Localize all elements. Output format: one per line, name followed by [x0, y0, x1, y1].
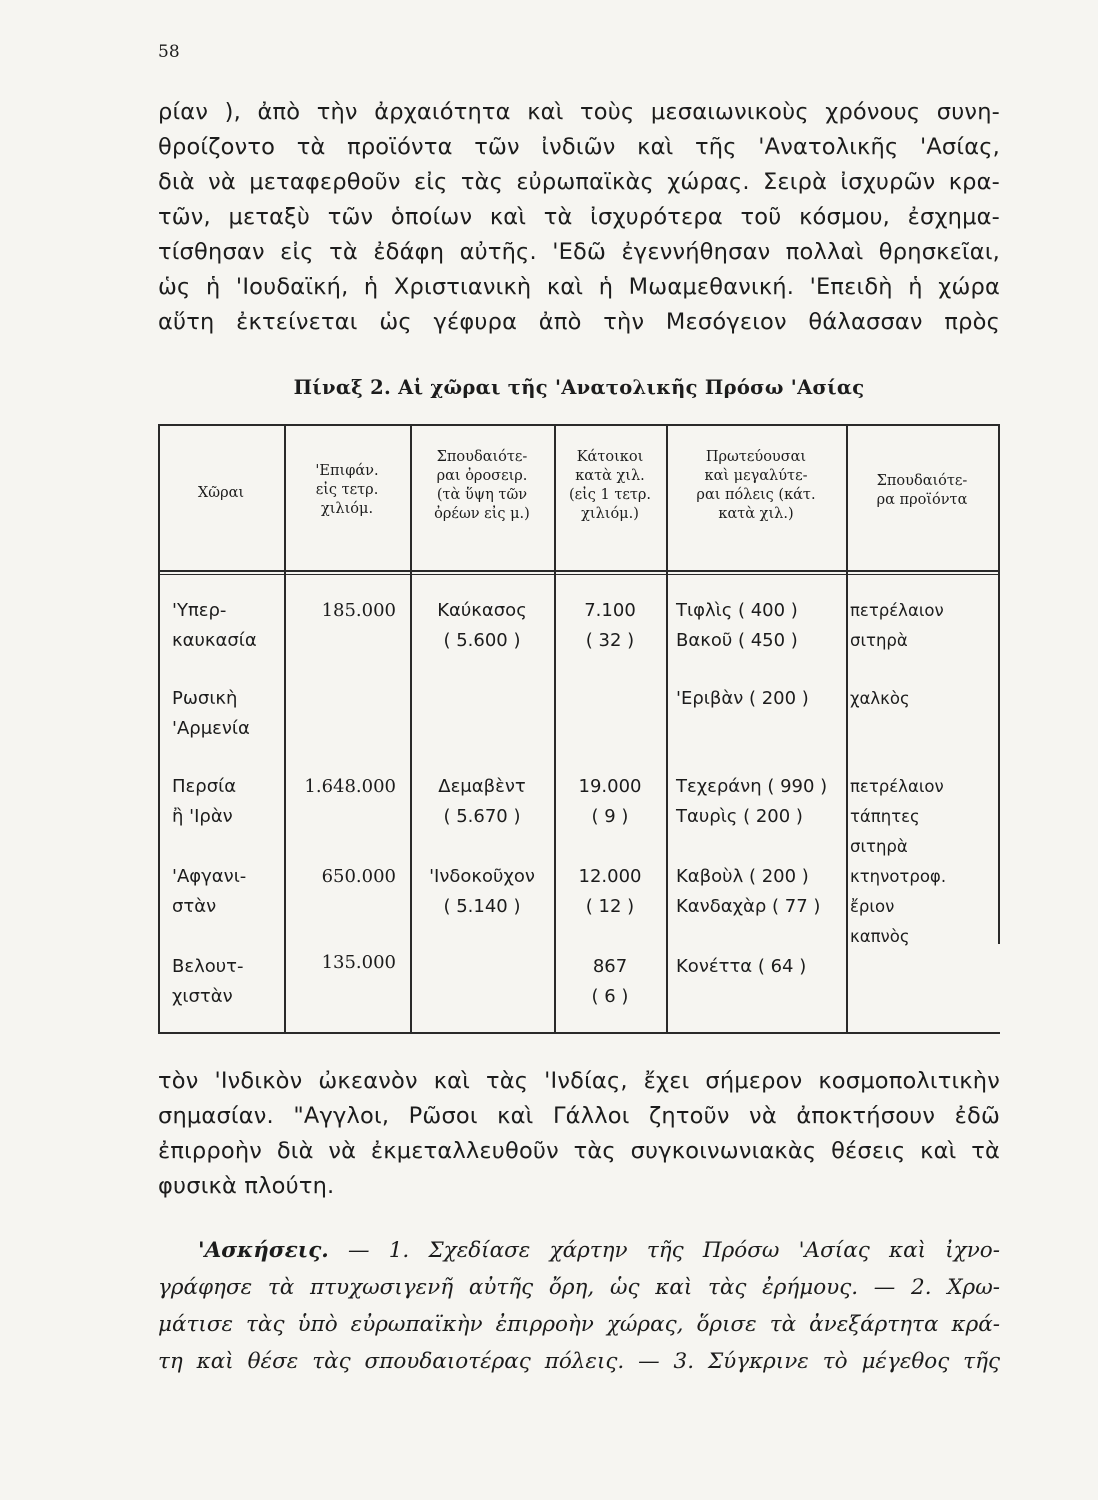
exercise-line: μάτισε τὰς ὑπὸ εὐρωπαϊκὴν ἐπιρροὴν χώρας, ὅρισε τὰ ἀνεξάρτητα κρά- [158, 1312, 1000, 1337]
table-title: Πίναξ 2. Αἱ χῶραι τῆς 'Ανατολικῆς Πρόσω 'Ασίας [293, 376, 865, 399]
cell-density: 7.100 ( 32 ) [584, 600, 636, 651]
cell-area: 1.648.000 [304, 776, 396, 797]
text-line: ἐπιρροὴν διὰ νὰ ἐκμεταλλευθοῦν τὰς συγκοινωνιακὰς θέσεις καὶ τὰ [158, 1138, 1000, 1164]
cell-country: Περσία ἢ 'Ιρὰν [172, 776, 237, 827]
cell-cities: Καβοὺλ ( 200 ) Κανδαχὰρ ( 77 ) [676, 866, 821, 917]
text-line: τὸν 'Ινδικὸν ὠκεανὸν καὶ τὰς 'Ινδίας, ἔχει σήμερον κοσμοπολιτικὴν [158, 1068, 1000, 1094]
cell-country: Ρωσικὴ 'Αρμενία [172, 688, 250, 739]
exercise-line: 'Ασκήσεις. — 1. Σχεδίασε χάρτην τῆς Πρόσω 'Ασίας καὶ ἰχνο- [198, 1238, 1000, 1263]
page-number: 58 [158, 42, 180, 62]
cell-mountains: Δεμαβὲντ ( 5.670 ) [438, 776, 526, 827]
header-density: Κάτοικοι κατὰ χιλ. (εἰς 1 τετρ. χιλιόμ.) [568, 449, 652, 522]
cell-density: 867 ( 6 ) [591, 956, 629, 1007]
cell-products: κτηνοτροφ. ἔριον καπνὸς [850, 867, 947, 946]
cell-area: 185.000 [321, 600, 396, 621]
text-line: τίσθησαν εἰς τὰ ἐδάφη αὐτῆς. 'Εδῶ ἐγεννήθησαν πολλαὶ θρησκεῖαι, [158, 239, 1000, 265]
cell-country: 'Αφγανι- στὰν [172, 866, 247, 917]
countries-table [158, 424, 1000, 1036]
cell-area: 650.000 [321, 866, 396, 887]
top-paragraph [158, 95, 1000, 340]
header-area: 'Επιφάν. εἰς τετρ. χιλιόμ. [315, 463, 379, 517]
cell-mountains: Καύκασος ( 5.600 ) [437, 600, 527, 651]
column-divider [846, 424, 848, 1034]
cell-products: πετρέλαιον τάπητες σιτηρὰ [850, 777, 944, 856]
cell-products: χαλκὸς [850, 689, 910, 708]
header-countries: Χῶραι [197, 485, 245, 501]
table-border-right [998, 424, 1000, 944]
cell-density: 19.000 ( 9 ) [578, 776, 642, 827]
cell-area: 135.000 [321, 952, 396, 973]
exercises-heading: 'Ασκήσεις. [198, 1238, 329, 1263]
text-line: θροίζοντο τὰ προϊόντα τῶν ἰνδιῶν καὶ τῆς 'Ανατολικῆς 'Ασίας, [158, 134, 1000, 160]
header-cities: Πρωτεύουσαι καὶ μεγαλύτε- ραι πόλεις (κάτ. κατὰ χιλ.) [696, 449, 816, 522]
text-line: διὰ νὰ μεταφερθοῦν εἰς τὰς εὐρωπαϊκὰς χώρας. Σειρὰ ἰσχυρῶν κρα- [158, 169, 1000, 195]
cell-mountains: 'Ινδοκοῦχον ( 5.140 ) [429, 866, 535, 917]
text-line: αὕτη ἐκτείνεται ὡς γέφυρα ἀπὸ τὴν Μεσόγειον θάλασσαν πρὸς [158, 309, 1000, 335]
cell-country: 'Υπερ- καυκασία [172, 600, 257, 651]
cell-cities: Τεχεράνη ( 990 ) Ταυρὶς ( 200 ) [676, 776, 828, 827]
text-line: ρίαν ), ἀπὸ τὴν ἀρχαιότητα καὶ τοὺς μεσαιωνικοὺς χρόνους συνη- [158, 99, 1000, 125]
cell-density: 12.000 ( 12 ) [578, 866, 642, 917]
text-line: τῶν, μεταξὺ τῶν ὁποίων καὶ τὰ ἰσχυρότερα τοῦ κόσμου, ἐσχημα- [158, 204, 1000, 230]
header-products: Σπουδαιότε- ρα προϊόντα [876, 473, 968, 508]
cell-cities: 'Εριβὰν ( 200 ) [676, 688, 809, 709]
cell-cities: Κονέττα ( 64 ) [676, 956, 807, 977]
cell-cities: Τιφλὶς ( 400 ) Βακοῦ ( 450 ) [676, 600, 798, 651]
exercise-line: γράφησε τὰ πτυχωσιγενῆ αὐτῆς ὄρη, ὡς καὶ τὰς ἐρήμους. — 2. Χρω- [158, 1275, 1000, 1300]
header-mountains: Σπουδαιότε- ραι ὀροσειρ. (τὰ ὕψη τῶν ὀρέων εἰς μ.) [434, 449, 530, 522]
cell-country: Βελουτ- χιστὰν [172, 956, 244, 1007]
table-border-left [158, 424, 160, 1034]
text-line: σημασίαν. "Αγγλοι, Ρῶσοι καὶ Γάλλοι ζητοῦν νὰ ἀποκτήσουν ἐδῶ [158, 1103, 1000, 1129]
text-line: φυσικὰ πλούτη. [158, 1173, 335, 1199]
text-line: ὡς ἡ 'Ιουδαϊκή, ἡ Χριστιανικὴ καὶ ἡ Μωαμεθανική. 'Επειδὴ ἡ χώρα [158, 274, 1000, 300]
cell-products: πετρέλαιον σιτηρὰ [850, 601, 944, 650]
exercise-line: τη καὶ θέσε τὰς σπουδαιοτέρας πόλεις. — 3. Σύγκρινε τὸ μέγεθος τῆς [158, 1349, 1000, 1374]
exercises [158, 1232, 1000, 1380]
bottom-paragraph [158, 1064, 1000, 1204]
